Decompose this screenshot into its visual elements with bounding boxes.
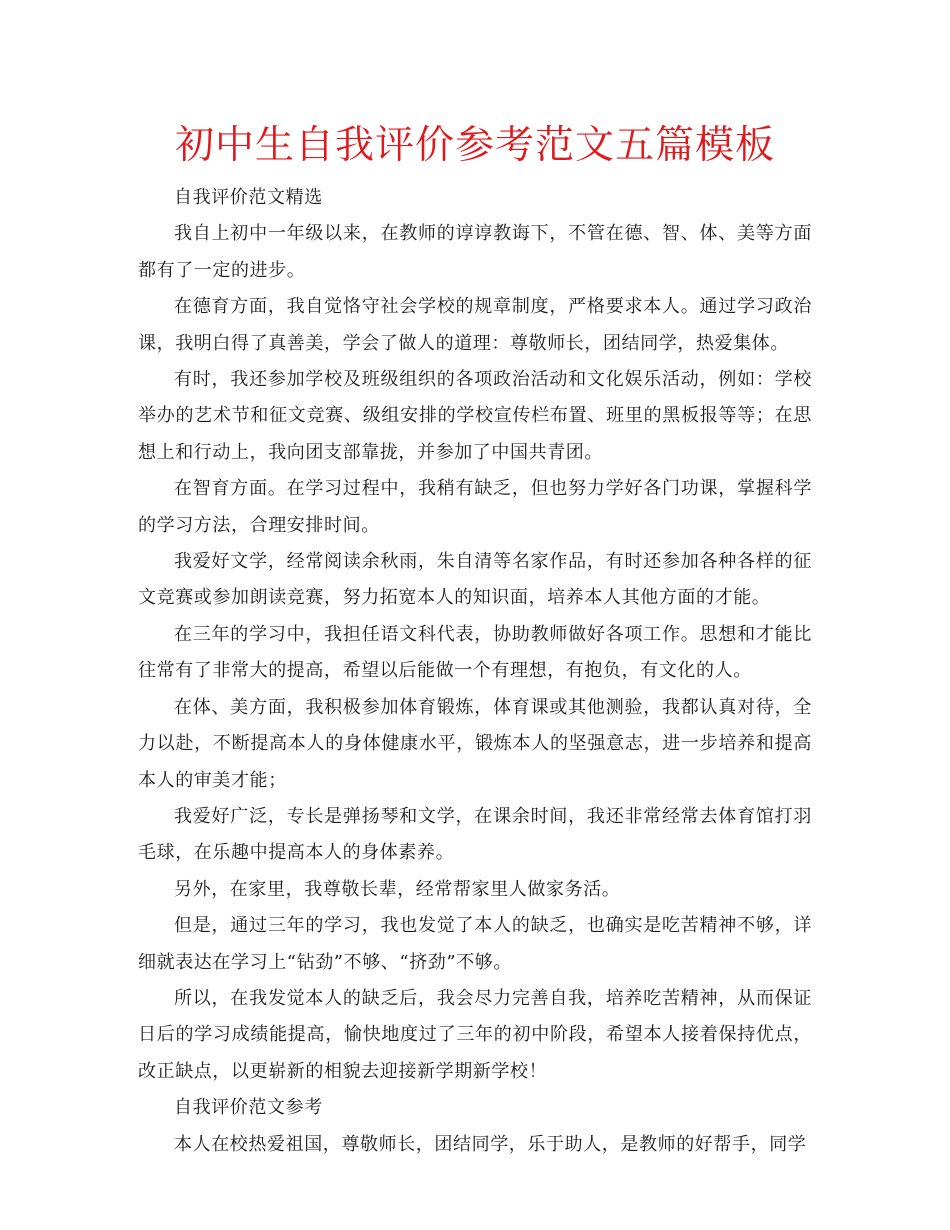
paragraph-conclusion: 所以，在我发觉本人的缺乏后，我会尽力完善自我，培养吃苦精神，从而保证日后的学习成绩能提高，愉快地度过了三年的初中阶段，希望本人接着保持优点，改正缺点，以更崭新的相貌去迎接新学期新学校！ [138,987,812,1082]
paragraph-shortcomings: 但是，通过三年的学习，我也发觉了本人的缺乏，也确实是吃苦精神不够，详细就表达在学习上“钻劲”不够、“挤劲”不够。 [138,915,812,973]
paragraph-representative: 在三年的学习中，我担任语文科代表，协助教师做好各项工作。思想和才能比往常有了非常大的提高，希望以后能做一个有理想，有抱负，有文化的人。 [138,623,812,682]
paragraph-intro: 我自上初中一年级以来，在教师的谆谆教诲下，不管在德、智、体、美等方面都有了一定的进步。 [138,223,812,281]
paragraph-moral: 在德育方面，我自觉恪守社会学校的规章制度，严格要求本人。通过学习政治课，我明白得了真善美，学会了做人的道理：尊敬师长，团结同学，热爱集体。 [138,296,812,354]
paragraph-home: 另外，在家里，我尊敬长辈，经常帮家里人做家务活。 [174,878,621,900]
paragraph-intellect: 在智育方面。在学习过程中，我稍有缺乏，但也努力学好各门功课，掌握科学的学习方法，合理安排时间。 [138,478,812,536]
paragraph-reference-start: 本人在校热爱祖国，尊敬师长，团结同学，乐于助人，是教师的好帮手，同学 [174,1133,807,1155]
section-heading-reference: 自我评价范文参考 [174,1097,323,1119]
paragraph-literature: 我爱好文学，经常阅读余秋雨，朱自清等名家作品，有时还参加各种各样的征文竞赛或参加朗读竞赛，努力拓宽本人的知识面，培养本人其他方面的才能。 [138,551,812,609]
paragraph-sports: 在体、美方面，我积极参加体育锻炼，体育课或其他测验，我都认真对待，全力以赴，不断提高本人的身体健康水平，锻炼本人的坚强意志，进一步培养和提高本人的审美才能； [138,696,812,791]
document-body [138,180,812,1163]
paragraph-activities: 有时，我还参加学校及班级组织的各项政治活动和文化娱乐活动，例如：学校举办的艺术节和征文竞赛、级组安排的学校宣传栏布置、班里的黑板报等等；在思想上和行动上，我向团支部靠拢，并参加了中国共青团。 [138,369,812,463]
document-title: 初中生自我评价参考范文五篇模板 [174,123,775,168]
section-heading-selected: 自我评价范文精选 [174,187,323,208]
paragraph-hobbies: 我爱好广泛，专长是弹扬琴和文学，在课余时间，我还非常经常去体育馆打羽毛球，在乐趣中提高本人的身体素养。 [138,805,812,864]
